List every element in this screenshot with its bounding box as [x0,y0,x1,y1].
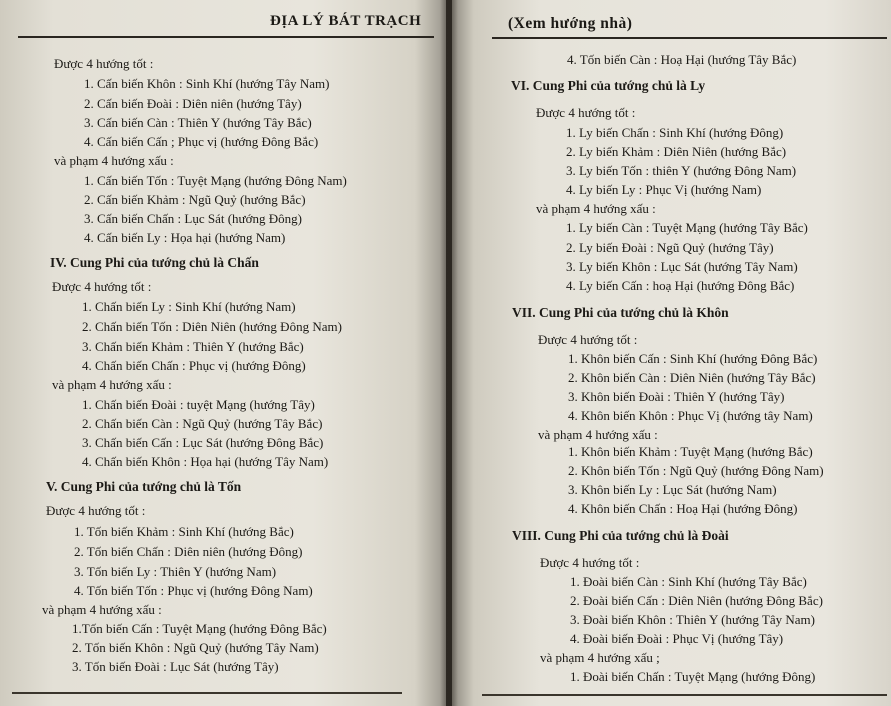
text-line: 3. Ly biến Khôn : Lục Sát (hướng Tây Nam) [566,259,798,274]
text-line: và phạm 4 hướng xấu : [536,201,656,216]
text-line: 4. Ly biến Cấn : hoạ Hại (hướng Đông Bắc) [566,278,795,293]
text-line: 4. Khôn biến Khôn : Phục Vị (hướng tây Nam) [568,408,813,423]
text-line: 3. Đoài biến Khôn : Thiên Y (hướng Tây Nam) [570,612,815,627]
text-line: 1. Ly biến Càn : Tuyệt Mạng (hướng Tây Bắc) [566,220,808,235]
text-line: 2. Cấn biến Đoài : Diên niên (hướng Tây) [84,96,302,111]
text-line: 3. Cấn biến Chấn : Lục Sát (hướng Đông) [84,211,302,226]
page-header-right: (Xem hướng nhà) [508,15,633,32]
right-page-text [452,0,891,706]
text-line: 1. Chấn biến Ly : Sinh Khí (hướng Nam) [82,299,296,314]
text-line: 3. Khôn biến Đoài : Thiên Y (hướng Tây) [568,389,785,404]
text-line: 4. Đoài biến Đoài : Phục Vị (hướng Tây) [570,631,784,646]
text-line: 4. Tốn biến Tốn : Phục vị (hướng Đông Nam) [74,583,313,598]
section-heading: VIII. Cung Phi của tướng chủ là Đoài [512,528,729,543]
text-line: 1. Đoài biến Chấn : Tuyệt Mạng (hướng Đông) [570,669,816,684]
text-line: 4. Chấn biến Chấn : Phục vị (hướng Đông) [82,358,306,373]
text-line: 2. Cấn biến Khảm : Ngũ Quỷ (hướng Bắc) [84,192,306,207]
text-line: 2. Khôn biến Tốn : Ngũ Quỷ (hướng Đông Nam) [568,463,824,478]
text-line: 2. Tốn biến Chấn : Diên niên (hướng Đông) [74,544,303,559]
text-line: 2. Chấn biến Tốn : Diên Niên (hướng Đông Nam) [82,319,342,334]
text-line: 1. Khôn biến Cấn : Sinh Khí (hướng Đông Bắc) [568,351,818,366]
text-line: Được 4 hướng tốt : [540,555,640,570]
text-line: và phạm 4 hướng xấu : [54,153,174,168]
section-heading: V. Cung Phi của tướng chủ là Tốn [46,479,242,494]
text-line: 3. Tốn biến Ly : Thiên Y (hướng Nam) [74,564,277,579]
text-line: và phạm 4 hướng xấu : [42,602,162,617]
book-gutter [440,0,458,706]
section-heading: VI. Cung Phi của tướng chủ là Ly [511,78,706,93]
text-line: 4. Cấn biến Cấn ; Phục vị (hướng Đông Bắc) [84,134,319,149]
footer-rule [482,694,887,696]
text-line: 3. Ly biến Tốn : thiên Y (hướng Đông Nam) [566,163,797,178]
text-line: 4. Ly biến Ly : Phục Vị (hướng Nam) [566,182,762,197]
text-line: Được 4 hướng tốt : [52,279,152,294]
text-line: 3. Khôn biến Ly : Lục Sát (hướng Nam) [568,482,777,497]
text-line: 3. Chấn biến Cấn : Lục Sát (hướng Đông Bắc) [82,435,324,450]
text-line: 2. Chấn biến Càn : Ngũ Quỷ (hướng Tây Bắc) [82,416,323,431]
page-header-left: ĐỊA LÝ BÁT TRẠCH [270,13,422,29]
text-line: Được 4 hướng tốt : [46,503,146,518]
text-line: 1. Cấn biến Khôn : Sinh Khí (hướng Tây Nam) [84,76,330,91]
text-line: và phạm 4 hướng xấu ; [540,650,660,665]
text-line: 1. Đoài biến Càn : Sinh Khí (hướng Tây Bắc) [570,574,807,589]
text-line: Được 4 hướng tốt : [54,56,154,71]
text-line: 1. Tốn biến Khảm : Sinh Khí (hướng Bắc) [74,524,294,539]
text-line: và phạm 4 hướng xấu : [52,377,172,392]
text-line: 2. Ly biến Đoài : Ngũ Quỷ (hướng Tây) [566,240,774,255]
section-heading: VII. Cung Phi của tướng chủ là Khôn [512,305,729,320]
text-line: 3. Chấn biến Khảm : Thiên Y (hướng Bắc) [82,339,304,354]
text-line: và phạm 4 hướng xấu : [538,427,658,442]
text-line: 2. Khôn biến Càn : Diên Niên (hướng Tây Bắc) [568,370,816,385]
text-line: 4. Khôn biến Chấn : Hoạ Hại (hướng Đông) [568,501,798,516]
text-line: 4. Chấn biến Khôn : Họa hại (hướng Tây Nam) [82,454,329,469]
section-heading: IV. Cung Phi của tướng chủ là Chấn [50,255,259,270]
text-line: Được 4 hướng tốt : [538,332,638,347]
text-line: Được 4 hướng tốt : [536,105,636,120]
text-line: 3. Cấn biến Càn : Thiên Y (hướng Tây Bắc) [84,115,312,130]
text-line: 1. Cấn biến Tốn : Tuyệt Mạng (hướng Đông Nam) [84,173,347,188]
text-line: 2. Đoài biến Cấn : Diên Niên (hướng Đông Bắc) [570,593,823,608]
text-line: 4. Cấn biến Ly : Họa hại (hướng Nam) [84,230,286,245]
footer-rule [12,692,402,694]
text-line: 1. Ly biến Chấn : Sinh Khí (hướng Đông) [566,125,784,140]
text-line: 4. Tốn biến Càn : Hoạ Hại (hướng Tây Bắc) [567,52,797,67]
text-line: 2. Tốn biến Khôn : Ngũ Quỷ (hướng Tây Nam) [72,640,319,655]
right-page [452,0,891,706]
text-line: 3. Tốn biến Đoài : Lục Sát (hướng Tây) [72,659,279,674]
text-line: 2. Ly biến Khảm : Diên Niên (hướng Bắc) [566,144,787,159]
text-line: 1. Chấn biến Đoài : tuyệt Mạng (hướng Tây) [82,397,315,412]
text-line: 1.Tốn biến Cấn : Tuyệt Mạng (hướng Đông Bắc) [72,621,327,636]
text-line: 1. Khôn biến Khảm : Tuyệt Mạng (hướng Bắc) [568,444,813,459]
